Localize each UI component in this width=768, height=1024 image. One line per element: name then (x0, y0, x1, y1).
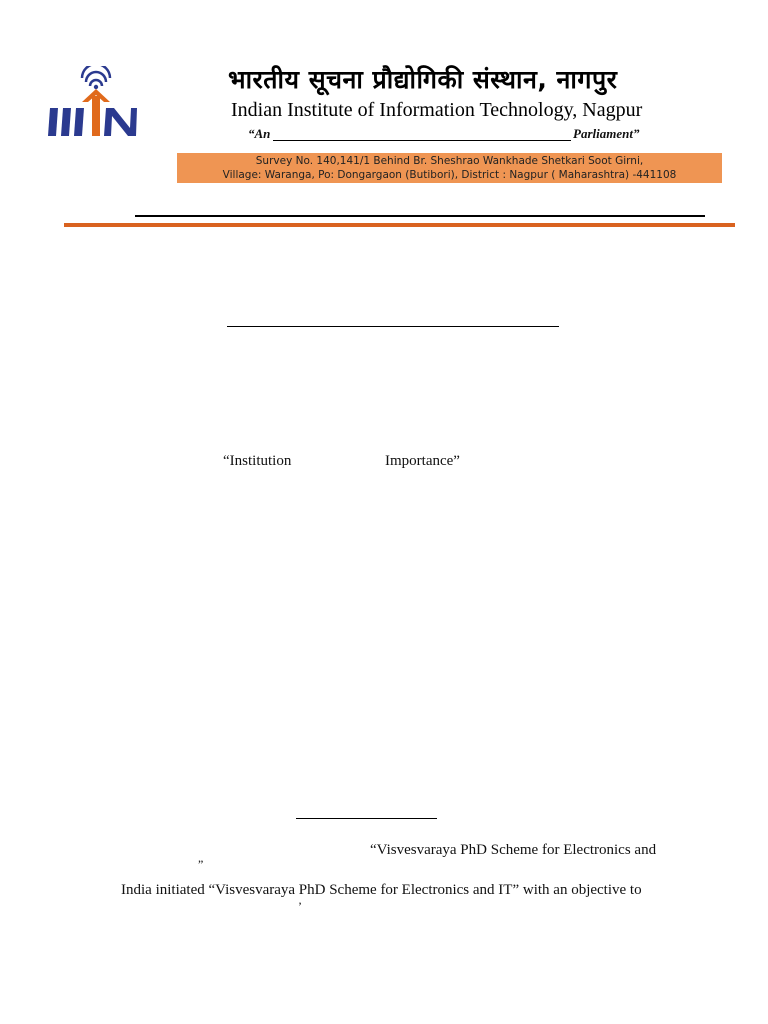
tagline-end: Parliament” (573, 126, 640, 141)
visvesvaraya-scheme-text: “Visvesvaraya PhD Scheme for Electronics and (370, 842, 657, 858)
english-institute-name: Indian Institute of Information Technology, Nagpur (231, 99, 643, 121)
header-divider-black (135, 215, 705, 217)
institution-text: “Institution (223, 453, 292, 469)
section-underline (296, 818, 437, 819)
trailing-mark: ’ (298, 899, 302, 913)
tagline-underline (273, 140, 571, 141)
iiitn-logo-icon (46, 66, 138, 140)
india-initiated-text: India initiated “Visvesvaraya PhD Scheme for Electronics and IT” with an objective to (121, 882, 642, 898)
importance-text: Importance” (385, 453, 460, 469)
address-line-1: Survey No. 140,141/1 Behind Br. Sheshrao Wankhade Shetkari Soot Girni, (255, 155, 644, 167)
heading-underline (227, 326, 559, 327)
institute-logo (46, 66, 138, 140)
address-line-2: Village: Waranga, Po: Dongargaon (Butibori), District : Nagpur ( Maharashtra) -441108 (222, 169, 677, 181)
closing-quote-mark: ” (198, 857, 204, 871)
address-banner (177, 153, 722, 183)
hindi-institute-name: भारतीय सूचना प्रौद्योगिकी संस्थान, नागपुर (228, 65, 618, 94)
header-divider-orange (64, 223, 735, 227)
tagline-start: “An (248, 126, 271, 141)
